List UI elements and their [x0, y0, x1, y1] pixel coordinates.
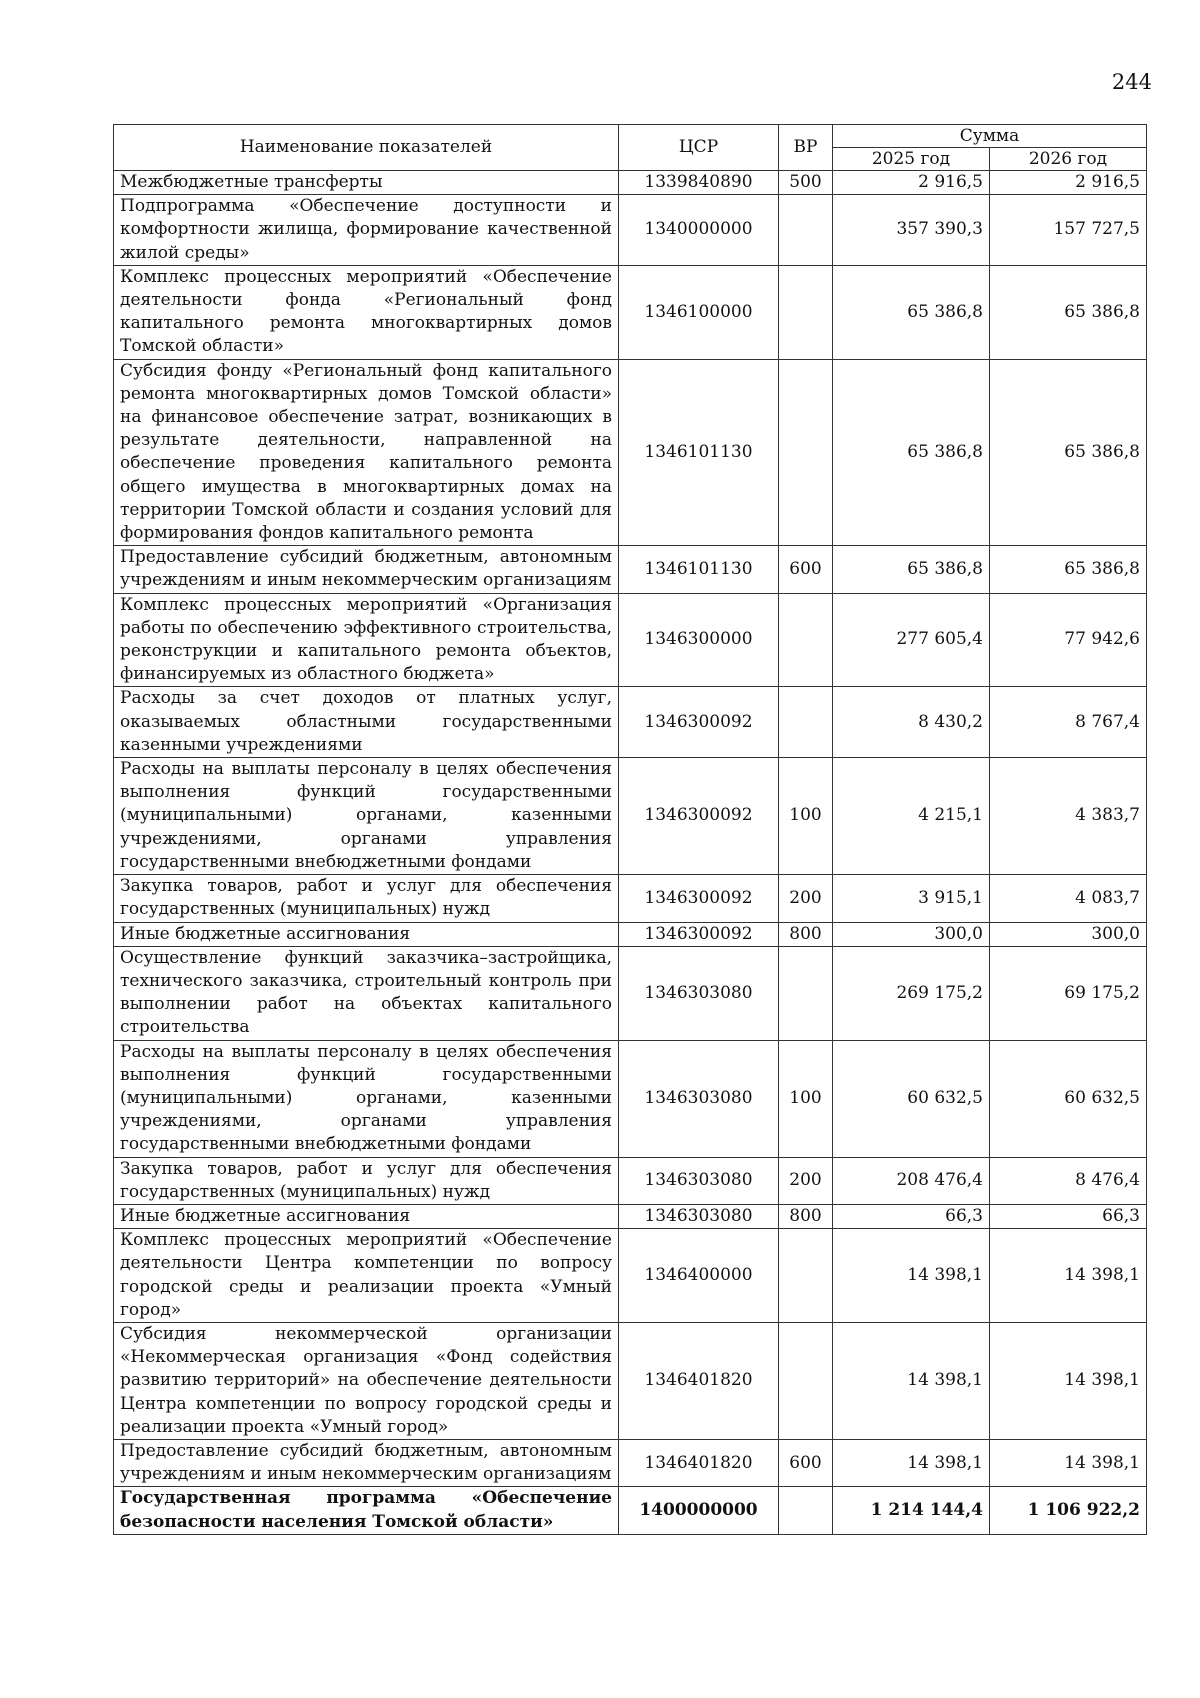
- row-sum-2026-cell: 69 175,2: [990, 946, 1147, 1040]
- row-sum-2025-cell: 300,0: [833, 922, 990, 946]
- row-sum-2026-cell: 1 106 922,2: [990, 1487, 1147, 1534]
- table-row: [114, 758, 1147, 875]
- row-sum-2026-cell: 65 386,8: [990, 546, 1147, 593]
- row-vr-cell: 100: [779, 1040, 833, 1157]
- row-name-cell: Субсидия некоммерческой организации «Некоммерческая организация «Фонд содействия развитию территорий» на обеспечение деятельности Центра компетенции по вопросу городской среды и реализации проекта «Умный город»: [114, 1322, 619, 1439]
- row-sum-2025-cell: 14 398,1: [833, 1229, 990, 1323]
- row-name-cell: Иные бюджетные ассигнования: [114, 1204, 619, 1228]
- row-name-cell: Расходы за счет доходов от платных услуг, оказываемых областными государственными казенными учреждениями: [114, 687, 619, 758]
- table-row: [114, 593, 1147, 687]
- row-sum-2025-cell: 66,3: [833, 1204, 990, 1228]
- row-sum-2026-cell: 4 083,7: [990, 875, 1147, 922]
- row-csr-cell: 1346300092: [619, 875, 779, 922]
- row-sum-2026-cell: 65 386,8: [990, 359, 1147, 546]
- row-sum-2026-cell: 60 632,5: [990, 1040, 1147, 1157]
- row-name-cell: Осуществление функций заказчика–застройщика, технического заказчика, строительный контроль при выполнении работ на объектах капитального строительства: [114, 946, 619, 1040]
- header-vr: ВР: [779, 125, 833, 171]
- row-vr-cell: [779, 359, 833, 546]
- row-sum-2026-cell: 14 398,1: [990, 1439, 1147, 1486]
- row-vr-cell: [779, 265, 833, 359]
- row-vr-cell: 200: [779, 875, 833, 922]
- row-name-cell: Комплекс процессных мероприятий «Обеспечение деятельности фонда «Региональный фонд капитального ремонта многоквартирных домов Томской области»: [114, 265, 619, 359]
- row-name-cell: Иные бюджетные ассигнования: [114, 922, 619, 946]
- table-row: [114, 1204, 1147, 1228]
- row-vr-cell: [779, 195, 833, 266]
- row-csr-cell: 1346303080: [619, 1040, 779, 1157]
- table-row: [114, 1229, 1147, 1323]
- row-name-cell: Предоставление субсидий бюджетным, автономным учреждениям и иным некоммерческим организациям: [114, 1439, 619, 1486]
- table-body: [114, 171, 1147, 1535]
- row-sum-2025-cell: 357 390,3: [833, 195, 990, 266]
- table-row: [114, 875, 1147, 922]
- row-sum-2026-cell: 65 386,8: [990, 265, 1147, 359]
- row-csr-cell: 1346101130: [619, 359, 779, 546]
- row-vr-cell: [779, 593, 833, 687]
- row-vr-cell: [779, 946, 833, 1040]
- row-sum-2026-cell: 157 727,5: [990, 195, 1147, 266]
- row-name-cell: Подпрограмма «Обеспечение доступности и комфортности жилища, формирование качественной жилой среды»: [114, 195, 619, 266]
- row-vr-cell: [779, 1229, 833, 1323]
- row-sum-2026-cell: 4 383,7: [990, 758, 1147, 875]
- header-sum: Сумма: [833, 125, 1147, 148]
- table-row: [114, 922, 1147, 946]
- row-csr-cell: 1340000000: [619, 195, 779, 266]
- row-sum-2025-cell: 4 215,1: [833, 758, 990, 875]
- row-sum-2025-cell: 269 175,2: [833, 946, 990, 1040]
- row-sum-2026-cell: 14 398,1: [990, 1229, 1147, 1323]
- table-row: [114, 546, 1147, 593]
- row-vr-cell: [779, 687, 833, 758]
- row-vr-cell: 600: [779, 1439, 833, 1486]
- row-sum-2026-cell: 66,3: [990, 1204, 1147, 1228]
- row-name-cell: Закупка товаров, работ и услуг для обеспечения государственных (муниципальных) нужд: [114, 875, 619, 922]
- row-sum-2025-cell: 65 386,8: [833, 265, 990, 359]
- row-sum-2025-cell: 1 214 144,4: [833, 1487, 990, 1534]
- row-vr-cell: 100: [779, 758, 833, 875]
- page-number: 244: [1111, 70, 1152, 94]
- row-sum-2025-cell: 8 430,2: [833, 687, 990, 758]
- header-year-2025: 2025 год: [833, 148, 990, 171]
- header-csr: ЦСР: [619, 125, 779, 171]
- row-sum-2026-cell: 77 942,6: [990, 593, 1147, 687]
- row-csr-cell: 1400000000: [619, 1487, 779, 1534]
- row-csr-cell: 1346400000: [619, 1229, 779, 1323]
- row-name-cell: Предоставление субсидий бюджетным, автономным учреждениям и иным некоммерческим организациям: [114, 546, 619, 593]
- header-name: Наименование показателей: [114, 125, 619, 171]
- row-csr-cell: 1346401820: [619, 1439, 779, 1486]
- row-name-cell: Расходы на выплаты персоналу в целях обеспечения выполнения функций государственными (муниципальными) органами, казенными учреждениями, органами управления государственными внебюджетными фондами: [114, 1040, 619, 1157]
- row-csr-cell: 1346303080: [619, 946, 779, 1040]
- row-sum-2025-cell: 277 605,4: [833, 593, 990, 687]
- row-sum-2026-cell: 8 767,4: [990, 687, 1147, 758]
- row-name-cell: Государственная программа «Обеспечение безопасности населения Томской области»: [114, 1487, 619, 1534]
- row-sum-2026-cell: 300,0: [990, 922, 1147, 946]
- table-row: [114, 687, 1147, 758]
- row-sum-2026-cell: 14 398,1: [990, 1322, 1147, 1439]
- row-csr-cell: 1339840890: [619, 171, 779, 195]
- row-sum-2026-cell: 8 476,4: [990, 1157, 1147, 1204]
- row-vr-cell: 500: [779, 171, 833, 195]
- row-name-cell: Комплекс процессных мероприятий «Организация работы по обеспечению эффективного строительства, реконструкции и капитального ремонта объектов, финансируемых из областного бюджета»: [114, 593, 619, 687]
- table-row: [114, 946, 1147, 1040]
- table-row: [114, 1157, 1147, 1204]
- row-name-cell: Комплекс процессных мероприятий «Обеспечение деятельности Центра компетенции по вопросу городской среды и реализации проекта «Умный город»: [114, 1229, 619, 1323]
- row-sum-2025-cell: 14 398,1: [833, 1322, 990, 1439]
- row-csr-cell: 1346300092: [619, 687, 779, 758]
- row-vr-cell: 600: [779, 546, 833, 593]
- row-vr-cell: 200: [779, 1157, 833, 1204]
- table-row: [114, 171, 1147, 195]
- row-vr-cell: 800: [779, 1204, 833, 1228]
- table-header: [114, 125, 1147, 171]
- row-csr-cell: 1346300000: [619, 593, 779, 687]
- header-year-2026: 2026 год: [990, 148, 1147, 171]
- table-row: [114, 1040, 1147, 1157]
- table-row: [114, 1322, 1147, 1439]
- row-sum-2025-cell: 3 915,1: [833, 875, 990, 922]
- row-sum-2025-cell: 65 386,8: [833, 546, 990, 593]
- table-row: [114, 265, 1147, 359]
- row-csr-cell: 1346100000: [619, 265, 779, 359]
- row-csr-cell: 1346300092: [619, 758, 779, 875]
- row-sum-2025-cell: 65 386,8: [833, 359, 990, 546]
- table-row: [114, 359, 1147, 546]
- row-sum-2025-cell: 208 476,4: [833, 1157, 990, 1204]
- row-sum-2026-cell: 2 916,5: [990, 171, 1147, 195]
- table-row: [114, 195, 1147, 266]
- row-name-cell: Межбюджетные трансферты: [114, 171, 619, 195]
- row-name-cell: Закупка товаров, работ и услуг для обеспечения государственных (муниципальных) нужд: [114, 1157, 619, 1204]
- row-csr-cell: 1346303080: [619, 1204, 779, 1228]
- row-sum-2025-cell: 14 398,1: [833, 1439, 990, 1486]
- row-sum-2025-cell: 2 916,5: [833, 171, 990, 195]
- row-vr-cell: 800: [779, 922, 833, 946]
- budget-table: [113, 124, 1147, 1535]
- row-vr-cell: [779, 1487, 833, 1534]
- row-csr-cell: 1346303080: [619, 1157, 779, 1204]
- row-name-cell: Расходы на выплаты персоналу в целях обеспечения выполнения функций государственными (муниципальными) органами, казенными учреждениями, органами управления государственными внебюджетными фондами: [114, 758, 619, 875]
- row-sum-2025-cell: 60 632,5: [833, 1040, 990, 1157]
- row-csr-cell: 1346401820: [619, 1322, 779, 1439]
- row-vr-cell: [779, 1322, 833, 1439]
- row-csr-cell: 1346300092: [619, 922, 779, 946]
- table-row: [114, 1487, 1147, 1534]
- table-row: [114, 1439, 1147, 1486]
- row-csr-cell: 1346101130: [619, 546, 779, 593]
- row-name-cell: Субсидия фонду «Региональный фонд капитального ремонта многоквартирных домов Томской области» на финансовое обеспечение затрат, возникающих в результате деятельности, направленной на обеспечение проведения капитального ремонта общего имущества в многоквартирных домах на территории Томской области и создания условий для формирования фондов капитального ремонта: [114, 359, 619, 546]
